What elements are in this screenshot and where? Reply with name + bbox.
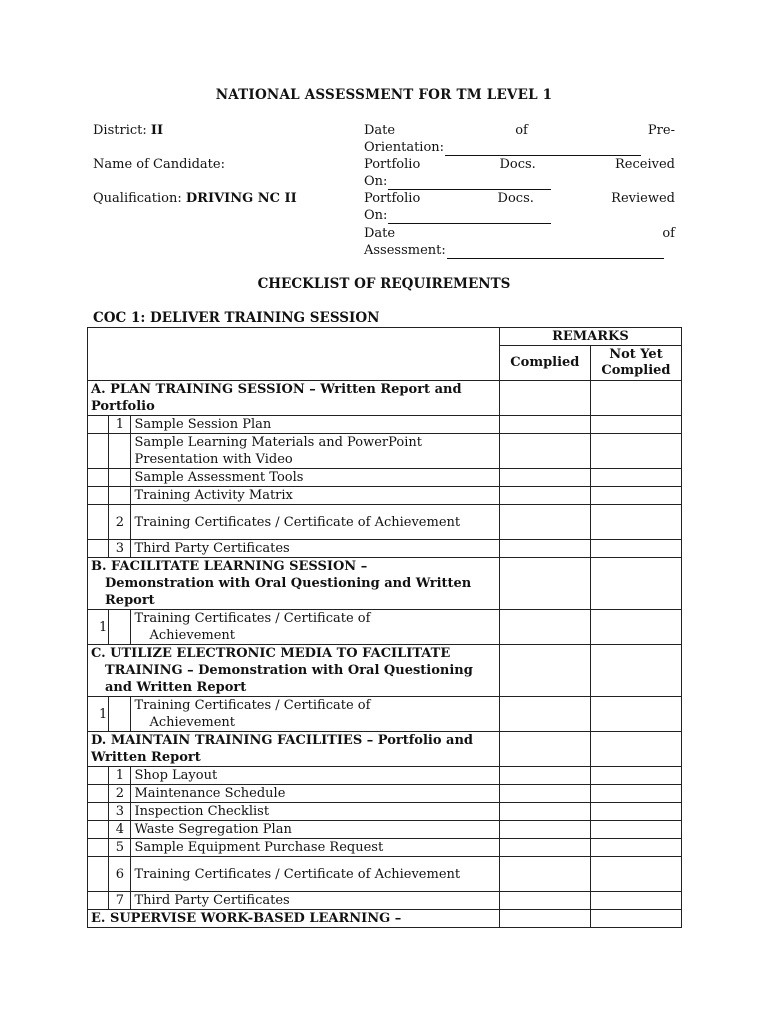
table-row <box>88 839 682 857</box>
blank-cell <box>88 540 109 558</box>
item-text: Sample Learning Materials and PowerPoint Presentation with Video <box>131 434 499 469</box>
complied-header: Complied <box>499 346 590 381</box>
table-row <box>88 803 682 821</box>
word: of <box>662 226 675 241</box>
section-row-e <box>88 910 682 928</box>
blank-cell <box>88 434 109 469</box>
district-label: District: <box>93 123 151 138</box>
item-text-line1: Training Certificates / Certificate of <box>134 611 371 626</box>
section-b-title <box>88 558 500 610</box>
complied-cell[interactable] <box>499 821 590 839</box>
header-blank-cell <box>88 328 500 381</box>
item-number: 2 <box>109 785 131 803</box>
complied-cell[interactable] <box>499 767 590 785</box>
item-text-line2: Achievement <box>149 715 236 730</box>
not-yet-cell[interactable] <box>590 803 681 821</box>
item-number: 1 <box>109 767 131 785</box>
complied-cell[interactable] <box>499 892 590 910</box>
table-row <box>88 892 682 910</box>
candidate-name-label: Name of Candidate: <box>93 157 225 172</box>
item-number: 3 <box>109 803 131 821</box>
assessment-date-field <box>364 225 675 259</box>
word: Received <box>615 157 675 172</box>
field-label: On: <box>364 208 388 223</box>
not-yet-cell[interactable] <box>590 469 681 487</box>
complied-cell[interactable] <box>499 540 590 558</box>
item-text: Waste Segregation Plan <box>131 821 499 839</box>
remarks-header: REMARKS <box>499 328 681 346</box>
coc-title: COC 1: DELIVER TRAINING SESSION <box>93 310 380 326</box>
pre-orientation-date-field <box>364 122 675 156</box>
not-yet-complied-header: Not Yet Complied <box>590 346 681 381</box>
item-text: Training Certificates / Certificate of Achievement <box>131 505 499 540</box>
blank-cell <box>109 610 131 645</box>
blank-cell <box>109 697 131 732</box>
portfolio-received-blank[interactable] <box>388 176 551 190</box>
table-row <box>88 469 682 487</box>
item-number: 4 <box>109 821 131 839</box>
item-text-line2: Achievement <box>149 628 236 643</box>
complied-cell[interactable] <box>499 505 590 540</box>
complied-cell[interactable] <box>499 381 590 416</box>
word: Date <box>364 226 396 241</box>
complied-cell[interactable] <box>499 416 590 434</box>
not-yet-cell[interactable] <box>590 416 681 434</box>
section-d-title: D. MAINTAIN TRAINING FACILITIES – Portfolio and Written Report <box>88 732 500 767</box>
item-number <box>109 487 131 505</box>
table-row <box>88 610 682 645</box>
field-label: On: <box>364 174 388 189</box>
blank-cell <box>88 487 109 505</box>
blank-cell <box>88 469 109 487</box>
section-row-c <box>88 645 682 697</box>
table-row <box>88 505 682 540</box>
blank-cell <box>88 785 109 803</box>
district-field <box>93 122 163 139</box>
requirements-table <box>87 327 682 928</box>
complied-cell[interactable] <box>499 558 590 610</box>
table-row <box>88 821 682 839</box>
complied-cell[interactable] <box>499 697 590 732</box>
word: Docs. <box>499 157 536 172</box>
word: Portfolio <box>364 157 421 172</box>
complied-cell[interactable] <box>499 645 590 697</box>
portfolio-received-field <box>364 156 675 190</box>
item-text: Training Activity Matrix <box>131 487 499 505</box>
item-text: Inspection Checklist <box>131 803 499 821</box>
portfolio-reviewed-blank[interactable] <box>388 210 551 224</box>
table-row <box>88 857 682 892</box>
not-yet-cell[interactable] <box>590 381 681 416</box>
complied-cell[interactable] <box>499 434 590 469</box>
item-text: Sample Assessment Tools <box>131 469 499 487</box>
item-number: 1 <box>88 697 109 732</box>
section-row-b <box>88 558 682 610</box>
complied-cell[interactable] <box>499 857 590 892</box>
complied-cell[interactable] <box>499 469 590 487</box>
not-yet-cell[interactable] <box>590 558 681 610</box>
section-b-title-line1: B. FACILITATE LEARNING SESSION – <box>91 559 368 574</box>
district-value: II <box>150 123 164 138</box>
complied-cell[interactable] <box>499 610 590 645</box>
blank-cell <box>88 505 109 540</box>
not-yet-cell[interactable] <box>590 767 681 785</box>
blank-cell <box>88 839 109 857</box>
blank-cell <box>88 803 109 821</box>
item-text: Third Party Certificates <box>131 892 499 910</box>
item-number: 6 <box>109 857 131 892</box>
not-yet-cell[interactable] <box>590 732 681 767</box>
section-b-title-rest: Demonstration with Oral Questioning and Written Report <box>105 576 472 608</box>
not-yet-cell[interactable] <box>590 645 681 697</box>
section-c-title-line1: C. UTILIZE ELECTRONIC MEDIA TO FACILITATE <box>91 646 451 661</box>
item-text: Training Certificates / Certificate of Achievement <box>131 857 499 892</box>
not-yet-cell[interactable] <box>590 434 681 469</box>
table-row <box>88 785 682 803</box>
item-text: Third Party Certificates <box>131 540 499 558</box>
complied-cell[interactable] <box>499 785 590 803</box>
checklist-title: CHECKLIST OF REQUIREMENTS <box>257 276 511 292</box>
not-yet-cell[interactable] <box>590 910 681 928</box>
item-text <box>131 610 499 645</box>
blank-cell <box>88 821 109 839</box>
complied-cell[interactable] <box>499 803 590 821</box>
field-label: Assessment: <box>364 243 446 258</box>
not-yet-cell[interactable] <box>590 610 681 645</box>
blank-cell <box>88 416 109 434</box>
item-text: Shop Layout <box>131 767 499 785</box>
item-number: 7 <box>109 892 131 910</box>
blank-cell <box>88 767 109 785</box>
not-yet-cell[interactable] <box>590 487 681 505</box>
qualification-value: DRIVING NC II <box>185 191 297 206</box>
header-row <box>88 328 682 346</box>
blank-cell <box>88 892 109 910</box>
item-number: 5 <box>109 839 131 857</box>
table-row <box>88 487 682 505</box>
item-number: 3 <box>109 540 131 558</box>
not-yet-cell[interactable] <box>590 821 681 839</box>
word: Reviewed <box>611 191 675 206</box>
section-e-title: E. SUPERVISE WORK-BASED LEARNING – <box>88 910 500 928</box>
field-label: Orientation: <box>364 140 445 155</box>
complied-cell[interactable] <box>499 839 590 857</box>
table-row <box>88 434 682 469</box>
table-row <box>88 540 682 558</box>
not-yet-cell[interactable] <box>590 785 681 803</box>
word: Docs. <box>497 191 534 206</box>
table-row <box>88 416 682 434</box>
word: Date <box>364 123 396 138</box>
word: Portfolio <box>364 191 421 206</box>
pre-orientation-date-blank[interactable] <box>445 142 641 156</box>
table-row <box>88 697 682 732</box>
not-yet-cell[interactable] <box>590 505 681 540</box>
not-yet-cell[interactable] <box>590 839 681 857</box>
document-title: NATIONAL ASSESSMENT FOR TM LEVEL 1 <box>215 87 553 103</box>
qualification-label: Qualification: <box>93 191 186 206</box>
candidate-name-field <box>93 156 225 173</box>
item-number: 2 <box>109 505 131 540</box>
item-number: 1 <box>88 610 109 645</box>
item-number <box>109 434 131 469</box>
item-number: 1 <box>109 416 131 434</box>
complied-cell[interactable] <box>499 732 590 767</box>
item-text: Maintenance Schedule <box>131 785 499 803</box>
assessment-date-blank[interactable] <box>447 245 664 259</box>
word: of <box>515 123 528 138</box>
item-text: Sample Session Plan <box>131 416 499 434</box>
section-a-title: A. PLAN TRAINING SESSION – Written Report and Portfolio <box>88 381 500 416</box>
section-c-title-rest: TRAINING – Demonstration with Oral Questioning and Written Report <box>105 663 473 695</box>
word: Pre- <box>647 123 675 138</box>
item-text <box>131 697 499 732</box>
complied-cell[interactable] <box>499 487 590 505</box>
item-number <box>109 469 131 487</box>
qualification-field <box>93 190 297 207</box>
portfolio-reviewed-field <box>364 190 675 224</box>
not-yet-cell[interactable] <box>590 697 681 732</box>
section-row-d <box>88 732 682 767</box>
table-row <box>88 767 682 785</box>
blank-cell <box>88 857 109 892</box>
item-text: Sample Equipment Purchase Request <box>131 839 499 857</box>
not-yet-cell[interactable] <box>590 857 681 892</box>
not-yet-cell[interactable] <box>590 540 681 558</box>
complied-cell[interactable] <box>499 910 590 928</box>
section-c-title <box>88 645 500 697</box>
not-yet-cell[interactable] <box>590 892 681 910</box>
section-row-a <box>88 381 682 416</box>
item-text-line1: Training Certificates / Certificate of <box>134 698 371 713</box>
